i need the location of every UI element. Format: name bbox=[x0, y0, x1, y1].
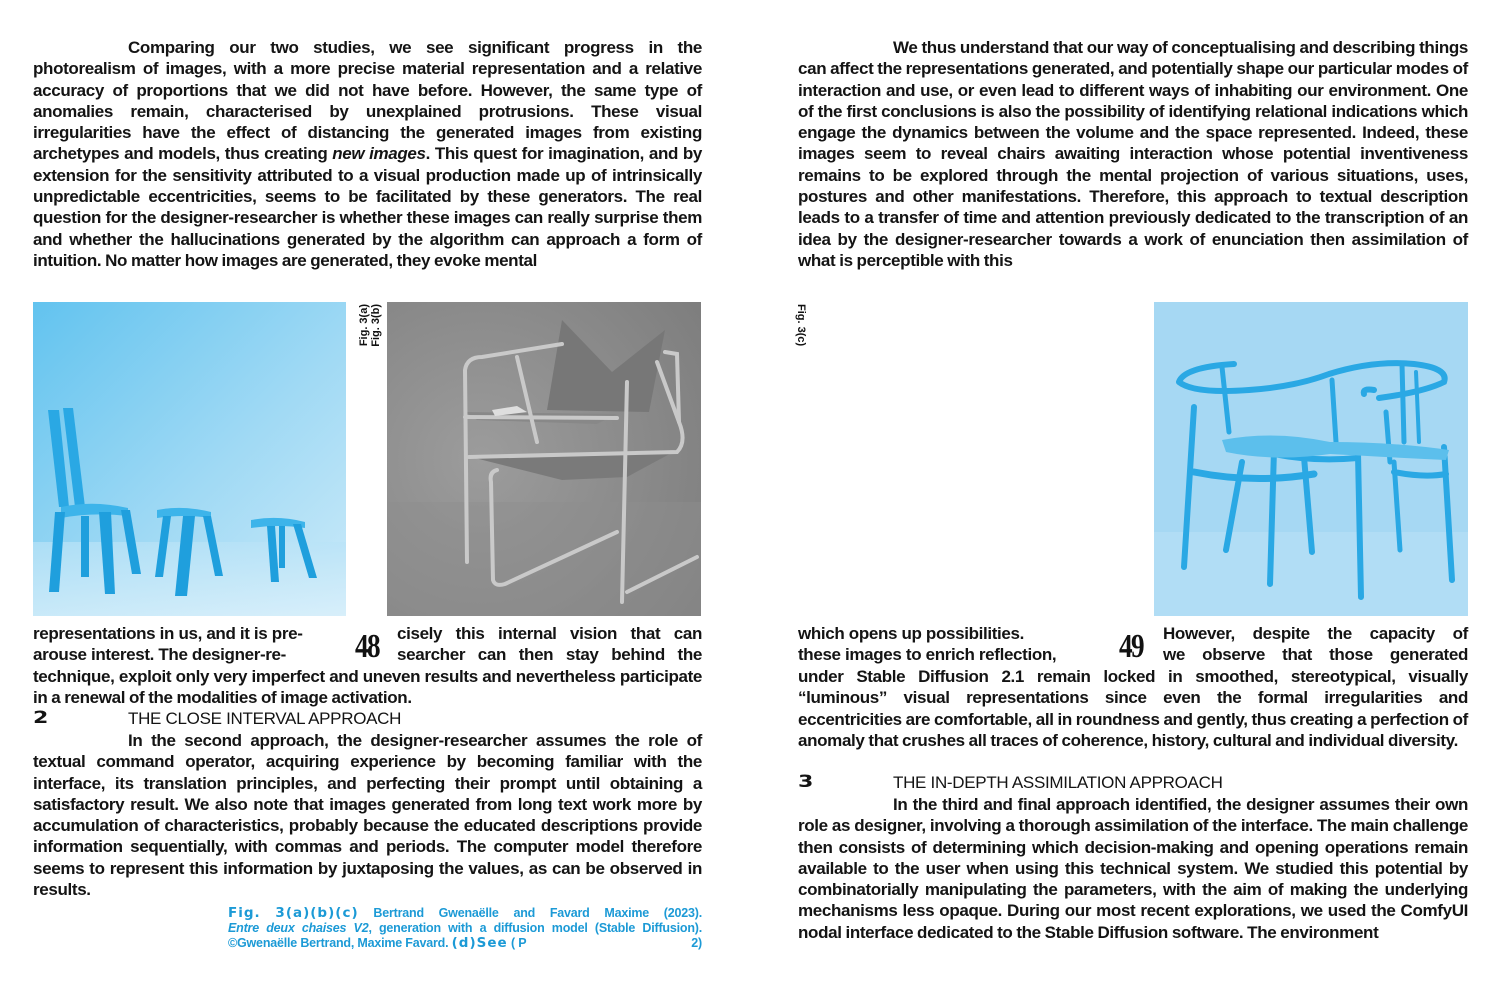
right-continuation-paragraph: under Stable Diffusion 2.1 remain locked in smoothed, stereotypical, visually “luminous” visual representations since even the formal irregularities and eccentricities are comfortable, all in roundness and gently, thus creating a perfection of anomaly that crushes all traces of coherence, history, cultural and individual diversity. bbox=[798, 667, 1468, 750]
figure-3b-label: Fig. 3(b) bbox=[370, 304, 382, 347]
emphasis-text: new images bbox=[332, 144, 426, 164]
figure-3c-label: Fig. 3(c) bbox=[795, 304, 807, 347]
figure-3a-label: Fig. 3(a) bbox=[358, 304, 370, 347]
page-number-49: 49 bbox=[1119, 628, 1143, 665]
section-3-body bbox=[798, 794, 1468, 943]
split-line-left-1: which opens up possibilities. bbox=[798, 624, 1024, 643]
split-line-right-1: cisely this internal vision that can bbox=[397, 624, 702, 643]
page-number-48: 48 bbox=[355, 628, 379, 665]
figure-caption bbox=[228, 906, 702, 951]
left-continuation-paragraph: technique, exploit only very imperfect and uneven results and nevertheless participate in a renewal of the modalities of image activation. bbox=[33, 667, 702, 708]
section-number: 3 bbox=[798, 772, 815, 792]
section-number: 2 bbox=[33, 708, 50, 728]
copyright-icon: © bbox=[228, 936, 238, 950]
split-line-left-2: arouse interest. The designer-re- bbox=[33, 645, 286, 664]
figure-3a-image bbox=[33, 302, 346, 616]
caption-line-3 bbox=[228, 936, 702, 951]
split-line-left-1: representations in us, and it is pre- bbox=[33, 624, 303, 643]
caption-credit: Gwenaëlle Bertrand, Maxime Favard. bbox=[237, 936, 449, 950]
right-page bbox=[750, 0, 1500, 1000]
paragraph-text: In the second approach, the designer-researcher assumes the role of textual command operator, acquiring experience by becoming familiar with the interface, its translation principles, and perfecting their prompt until obtaining a satisfactory result. We also note that images generated from long text work more by accumulation of characteristics, probably because the educated descriptions provide information sequentially, with commas and periods. The computer model therefore seems to represent this information by juxtaposing the values, as can be observed in results. bbox=[33, 731, 702, 900]
caption-description: , generation with a diffusion model (Stable Diffusion). bbox=[368, 921, 702, 935]
left-top-paragraph bbox=[33, 37, 702, 271]
caption-line-1 bbox=[228, 906, 702, 921]
split-line-left-2: these images to enrich reflection, bbox=[798, 645, 1057, 664]
paragraph-text: Comparing our two studies, we see significant progress in the photorealism of images, with a more precise material representation and a relative accuracy of proportions that we did not have before. However, the same type of anomalies remain, characterised by unexplained protrusions. These visual irregularities have the effect of distancing the generated images from existing archetypes and models, thus creating bbox=[33, 38, 702, 164]
section-2-heading bbox=[33, 708, 702, 730]
section-2-body bbox=[33, 730, 702, 900]
split-line-right-1: However, despite the capacity of bbox=[1163, 624, 1468, 643]
chair-and-stools-illustration bbox=[33, 302, 346, 616]
paragraph-text: In the third and final approach identified, the designer assumes their own role as designer, involving a thorough assimilation of the interface. The main challenge then consists of determining which decision-making and opening operations remain available to the user when using this technical system. We studied this potential by combinatorially manipulating the parameters, with the aim of making the underlying mechanisms less opaque. During our most recent explorations, we used the ComfyUI nodal interface dedicated to the Stable Diffusion software. The environment bbox=[798, 795, 1468, 942]
caption-see-target: ( P bbox=[510, 936, 527, 950]
caption-line-2 bbox=[228, 921, 702, 936]
section-title: THE IN-DEPTH ASSIMILATION APPROACH bbox=[893, 773, 1223, 792]
caption-see-end: 2) bbox=[691, 936, 702, 950]
double-chair-illustration bbox=[1154, 302, 1468, 616]
right-top-paragraph bbox=[798, 37, 1468, 271]
caption-work-title: Entre deux chaises V2 bbox=[228, 921, 369, 935]
section-title: THE CLOSE INTERVAL APPROACH bbox=[128, 709, 402, 728]
section-3-heading bbox=[798, 772, 1468, 794]
paragraph-text: We thus understand that our way of conceptualising and describing things can affect the representations generated, and potentially shape our particular modes of interaction and use, or even lead to different ways of inhabiting our environment. One of the first conclusions is also the possibility of identifying relational indications which engage the dynamics between the volume and the space represented. Indeed, these images seem to reveal chairs awaiting interaction whose potential inventiveness remains to be explored through the mental projection of various situations, uses, postures and other manifestations. Therefore, this approach to textual description leads to a transfer of time and attention previously dedicated to the transcription of an idea by the designer-researcher towards a work of enunciation then assimilation of what is perceptible with this bbox=[798, 38, 1468, 270]
split-line-right-2: searcher can then stay behind the bbox=[397, 645, 702, 664]
caption-see-ref: (d)See bbox=[451, 935, 508, 951]
paragraph-text: . This quest for imagination, and by extension for the sensitivity attributed to a visual production made up of intrinsically unpredictable eccentricities, seems to be facilitated by these generators. The real question for the designer-researcher is whether these images can really surprise them and whether the hallucinations generated by the algorithm can approach a form of intuition. No matter how images are generated, they evoke mental bbox=[33, 144, 703, 270]
steel-chair-photo bbox=[387, 302, 701, 616]
figure-3c-image bbox=[1154, 302, 1468, 616]
figure-3b-image bbox=[387, 302, 701, 616]
caption-fig-refs: 3(a)(b)(c) bbox=[275, 905, 359, 921]
split-line-right-2: we observe that those generated bbox=[1163, 645, 1468, 664]
caption-fig-word: Fig. bbox=[228, 905, 261, 921]
caption-authors: Bertrand Gwenaëlle and Favard Maxime (2023). bbox=[373, 906, 702, 920]
